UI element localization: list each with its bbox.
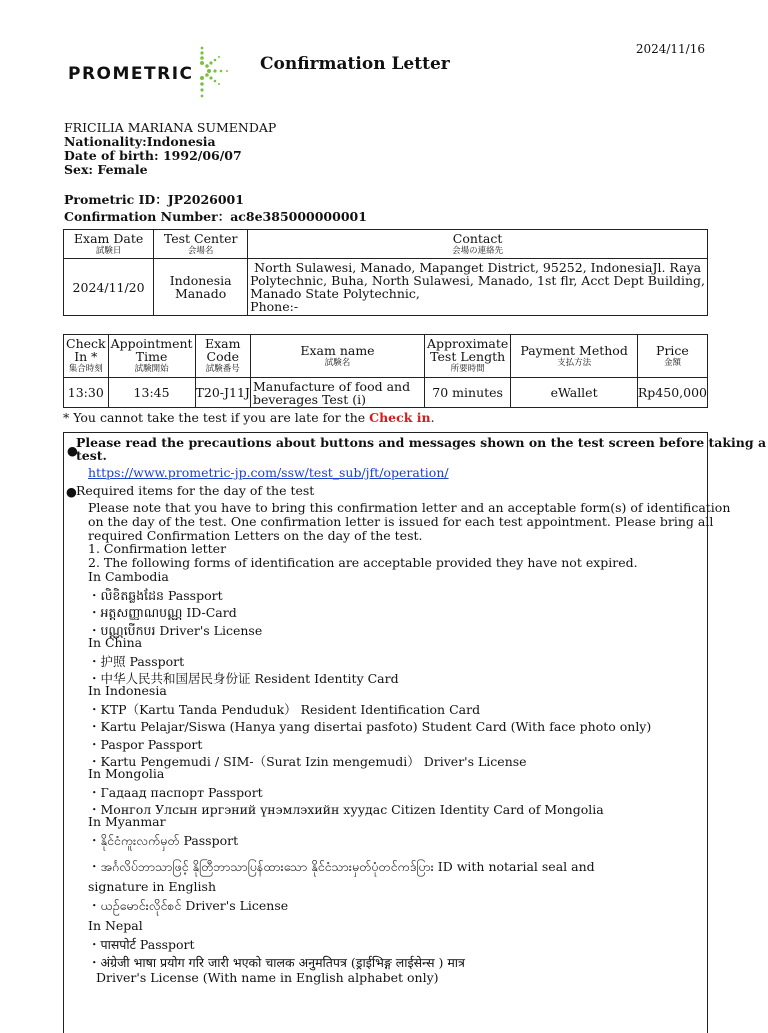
id-item: ・护照 Passport: [88, 654, 185, 669]
logo-text: PROMETRIC: [68, 64, 194, 84]
id-item: ・Гадаад паспорт Passport: [88, 785, 263, 800]
country-cambodia: In Cambodia: [88, 569, 169, 584]
price-cell: Rp450,000: [637, 378, 707, 408]
required-items-heading: Required items for the day of the test: [76, 483, 315, 498]
country-myanmar: In Myanmar: [88, 814, 166, 829]
check-in-cell: 13:30: [64, 378, 109, 408]
paragraph-line-1: Please note that you have to bring this confirmation letter and an acceptable form(s) of identification: [88, 500, 731, 515]
exam-details-table: [63, 334, 708, 408]
header-test-length: Approximate Test Length 所要時間: [424, 335, 510, 378]
nationality: Nationality:Indonesia: [64, 134, 216, 149]
header-contact: Contact 会場の連絡先: [248, 230, 708, 259]
confirmation-number: Confirmation Number：ac8e385000000001: [64, 209, 367, 224]
candidate-name: FRICILIA MARIANA SUMENDAP: [64, 120, 277, 135]
header-exam-date: Exam Date 試験日: [64, 230, 154, 259]
id-item: ・លិខិតឆ្លងដែន Passport: [88, 588, 223, 603]
header-test-center: Test Center 会場名: [154, 230, 248, 259]
header-exam-code: Exam Code 試験番号: [195, 335, 250, 378]
date-of-birth: Date of birth: 1992/06/07: [64, 148, 242, 163]
prometric-logo: [68, 44, 238, 104]
country-nepal: In Nepal: [88, 918, 143, 933]
id-item: ・Kartu Pelajar/Siswa (Hanya yang disertai pasfoto) Student Card (With face photo only): [88, 719, 652, 734]
test-center-cell: Indonesia Manado: [154, 259, 248, 316]
operation-guide-link[interactable]: https://www.prometric-jp.com/ssw/test_sub/jft/operation/: [88, 465, 449, 480]
sex: Sex: Female: [64, 162, 148, 177]
id-item: signature in English: [88, 879, 216, 894]
country-mongolia: In Mongolia: [88, 766, 165, 781]
precautions-box: [63, 432, 767, 1033]
header-payment-method: Payment Method 支払方法: [511, 335, 638, 378]
check-in-highlight: Check in: [369, 410, 431, 425]
paragraph-line-3: required Confirmation Letters on the day of the test.: [88, 528, 423, 543]
id-item: ・နိုင်ငံကူးလက်မှတ် Passport: [88, 833, 239, 848]
id-item: Driver's License (With name in English alphabet only): [88, 970, 439, 985]
id-item: ・Paspor Passport: [88, 737, 203, 752]
id-item: ・Монгол Улсын иргэний үнэмлэхийн хуудас Citizen Identity Card of Mongolia: [88, 802, 604, 817]
id-item: ・KTP（Kartu Tanda Penduduk） Resident Identification Card: [88, 702, 481, 717]
header-exam-name: Exam name 試験名: [250, 335, 424, 378]
id-item: ・पासपोर्ट Passport: [88, 937, 195, 952]
late-note: * You cannot take the test if you are late for the Check in.: [63, 410, 435, 425]
id-item: ・Kartu Pengemudi / SIM-（Surat Izin mengemudi） Driver's License: [88, 754, 527, 769]
item-identification: 2. The following forms of identification are acceptable provided they have not expired.: [88, 555, 638, 570]
paragraph-line-2: on the day of the test. One confirmation letter is issued for each test appointment. Please bring all: [88, 514, 714, 529]
id-item: ・ယဉ်မောင်းလိုင်စင် Driver's License: [88, 898, 289, 913]
header-check-in: Check In * 集合時刻: [64, 335, 109, 378]
exam-date-cell: 2024/11/20: [64, 259, 154, 316]
prometric-id: Prometric ID：JP2026001: [64, 192, 244, 207]
contact-cell: North Sulawesi, Manado, Mapanget District, 95252, IndonesiaJl. Raya Polytechnic, Buha, North Sulawesi, Manado, 1st flr, Acct Dept Building, Manado State Polytechnic, Phone:-: [248, 259, 708, 316]
header-price: Price 金額: [637, 335, 707, 378]
precautions-heading-line-1: Please read the precautions about buttons and messages shown on the test screen before taking a: [76, 435, 767, 450]
id-item: ・अंग्रेजी भाषा प्रयोग गरि जारी भएको चालक अनुमतिपत्र (ड्राईभिङ्ग लाईसेन्स ) मात्र: [88, 955, 465, 970]
letter-date: 2024/11/16: [635, 42, 705, 56]
id-item: ・អត្តសញ្ញាណបណ្ណ ID-Card: [88, 605, 237, 620]
exam-code-cell: T20-J11J: [195, 378, 250, 408]
id-item: ・中华人民共和国居民身份证 Resident Identity Card: [88, 671, 399, 686]
page-title: Confirmation Letter: [260, 54, 450, 74]
country-china: In China: [88, 635, 143, 650]
bullet-icon: ●: [67, 443, 78, 458]
exam-name-cell: Manufacture of food and beverages Test (i): [250, 378, 424, 408]
id-item: ・အင်္ဂလိပ်ဘာသာဖြင့် နိုတြီဘာသာပြန်ထားသော နိုင်ငံသားမှတ်ပုံတင်ကဒ်ပြား ID with notarial seal and: [88, 859, 595, 874]
bullet-icon: ●: [66, 484, 77, 499]
logo-starburst-icon: [194, 44, 234, 104]
country-indonesia: In Indonesia: [88, 683, 167, 698]
id-item: ・បណ្ណបើកបរ Driver's License: [88, 623, 263, 638]
exam-location-table: [63, 229, 708, 316]
test-length-cell: 70 minutes: [424, 378, 510, 408]
payment-method-cell: eWallet: [511, 378, 638, 408]
item-confirmation-letter: 1. Confirmation letter: [88, 541, 227, 556]
appointment-time-cell: 13:45: [108, 378, 195, 408]
header-appointment-time: Appointment Time 試験開始: [108, 335, 195, 378]
precautions-heading-line-2: test.: [76, 448, 107, 463]
